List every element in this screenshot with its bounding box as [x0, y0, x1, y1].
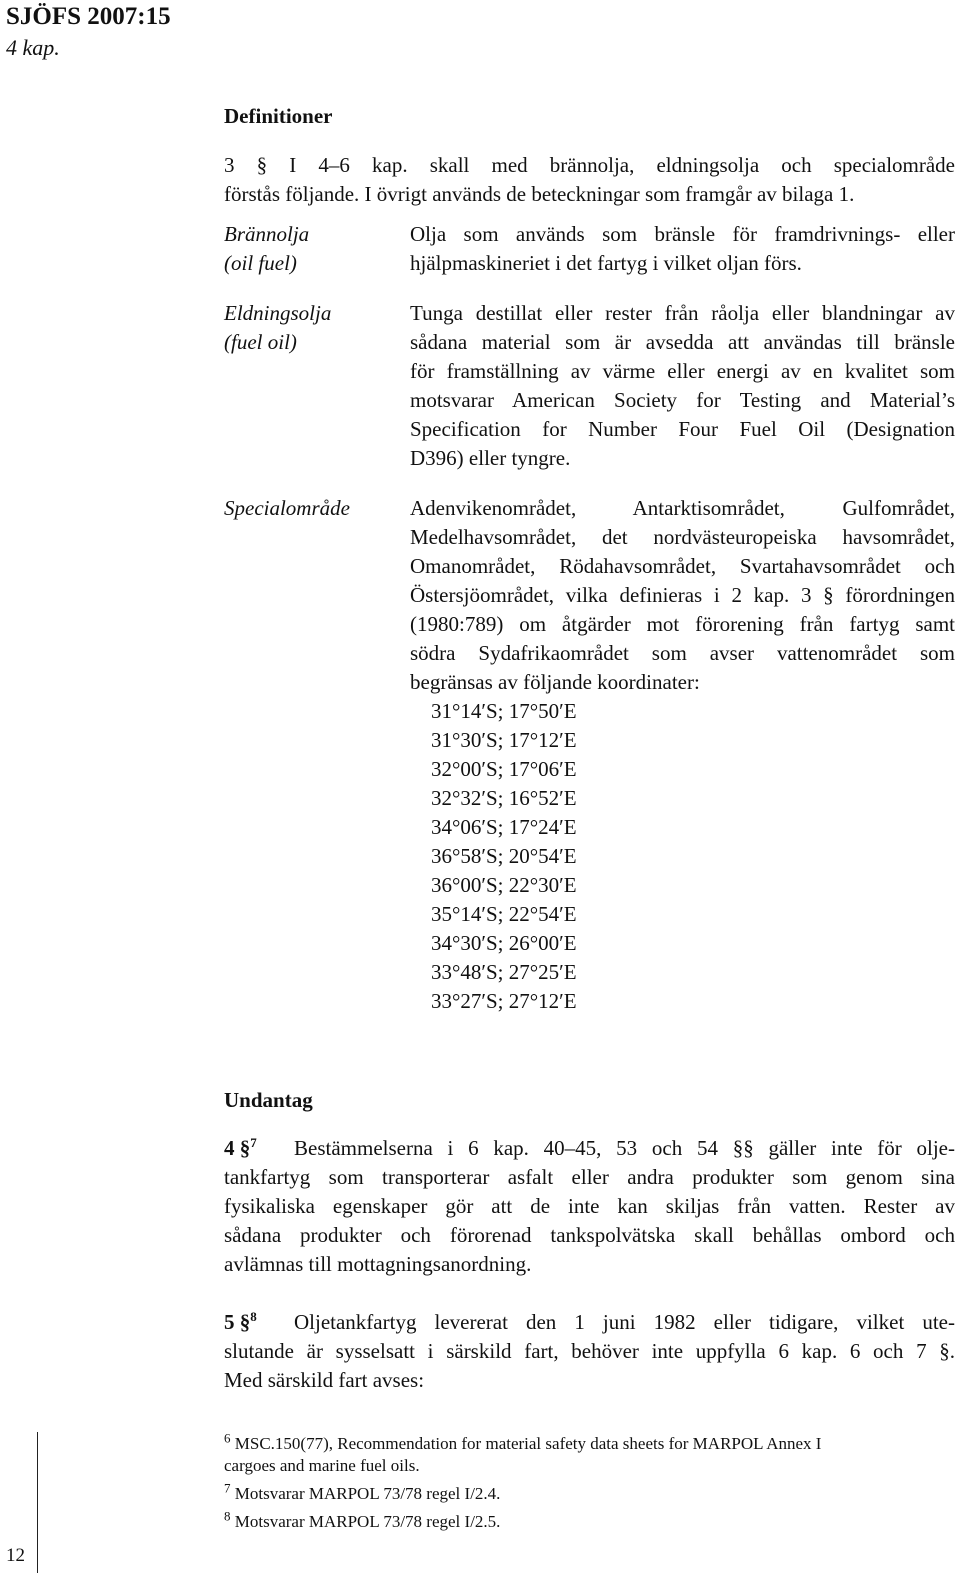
definition-line: Olja som används som bränsle för framdrivnings- eller [410, 222, 955, 246]
section-number-text: 4 § [224, 1136, 251, 1160]
section-number-text: 5 § [224, 1310, 251, 1334]
definition-line: (1980:789) om åtgärder mot förorening från fartyg samt [410, 612, 955, 636]
term-name: Specialområde [224, 496, 350, 520]
paragraph-line: sådana produkter och förorenad tankspolvätska skall behållas ombord och [224, 1223, 955, 1247]
document-title: SJÖFS 2007:15 [6, 3, 171, 30]
footnote [224, 1480, 955, 1505]
paragraph-line: tankfartyg som transporterar asfalt eller andra produkter som genom sina [224, 1165, 955, 1189]
definition-line: södra Sydafrikaområdet som avser vattenområdet som [410, 641, 955, 665]
paragraph-line: Bestämmelserna i 6 kap. 40–45, 53 och 54 §§ gäller inte för olje- [294, 1136, 955, 1160]
term-english: (fuel oil) [224, 330, 297, 354]
term-english: (oil fuel) [224, 251, 297, 275]
section-heading-exceptions: Undantag [224, 1088, 313, 1112]
definition-line: hjälpmaskineriet i det fartyg i vilket oljan förs. [410, 251, 802, 275]
definition-line: D396) eller tyngre. [410, 446, 571, 470]
footnote-text: cargoes and marine fuel oils. [224, 1456, 420, 1475]
coordinate-item: 34°06′S; 17°24′E [431, 815, 577, 839]
footnote-number: 7 [224, 1480, 231, 1496]
footnote-text: Motsvarar MARPOL 73/78 regel I/2.5. [234, 1512, 501, 1531]
coordinate-item: 32°32′S; 16°52′E [431, 786, 577, 810]
coordinate-item: 31°30′S; 17°12′E [431, 728, 577, 752]
definitions-intro [224, 151, 955, 209]
term-definition [410, 494, 955, 697]
coordinate-item: 31°14′S; 17°50′E [431, 699, 577, 723]
coordinate-list [431, 697, 577, 1016]
term-definition [410, 220, 955, 278]
paragraph-5 [224, 1308, 955, 1395]
margin-rule [37, 1432, 38, 1573]
paragraph-line: fysikaliska egenskaper gör att de inte kan skiljas från vatten. Rester av [224, 1194, 955, 1218]
intro-line: förstås följande. I övrigt används de beteckningar som framgår av bilaga 1. [224, 182, 855, 206]
footnote-number: 8 [224, 1508, 231, 1524]
paragraph-line: Med särskild fart avses: [224, 1368, 425, 1392]
paragraph-line: slutande är sysselsatt i särskild fart, behöver inte uppfylla 6 kap. 6 och 7 §. [224, 1339, 955, 1363]
definition-line: Östersjöområdet, vilka definieras i 2 kap. 3 § förordningen [410, 583, 955, 607]
term-label [224, 494, 350, 523]
paragraph-line: avlämnas till mottagningsanordning. [224, 1252, 532, 1276]
definition-line: Tunga destillat eller rester från råolja eller blandningar av [410, 301, 955, 325]
term-label [224, 220, 309, 278]
section-number [224, 1308, 257, 1337]
definition-line: Omanområdet, Rödahavsområdet, Svartahavsområdet och [410, 554, 955, 578]
footnote [224, 1430, 955, 1477]
definition-line: Adenvikenområdet, Antarktisområdet, Gulfområdet, [410, 496, 955, 520]
coordinate-item: 34°30′S; 26°00′E [431, 931, 577, 955]
term-name: Brännolja [224, 222, 310, 246]
footnote-number: 6 [224, 1430, 231, 1446]
definition-line: för framställning av värme eller energi av en kvalitet som [410, 359, 955, 383]
intro-line: 3 § I 4–6 kap. skall med brännolja, eldningsolja och specialområde [224, 153, 955, 177]
chapter-label: 4 kap. [6, 35, 60, 60]
definition-line: Medelhavsområdet, det nordvästeuropeiska havsområdet, [410, 525, 955, 549]
page-number: 12 [6, 1545, 25, 1566]
footnote-text: MSC.150(77), Recommendation for material safety data sheets for MARPOL Annex I [234, 1434, 822, 1453]
term-label [224, 299, 331, 357]
coordinate-item: 36°00′S; 22°30′E [431, 873, 577, 897]
footnote-text: Motsvarar MARPOL 73/78 regel I/2.4. [234, 1484, 501, 1503]
definition-line: sådana material som är avsedda att användas till bränsle [410, 330, 955, 354]
term-definition [410, 299, 955, 473]
coordinate-item: 32°00′S; 17°06′E [431, 757, 577, 781]
footnote-ref: 7 [250, 1135, 257, 1150]
footnote-ref: 8 [250, 1309, 257, 1324]
coordinate-item: 36°58′S; 20°54′E [431, 844, 577, 868]
term-name: Eldningsolja [224, 301, 332, 325]
definition-line: Specification for Number Four Fuel Oil (Designation [410, 417, 955, 441]
definition-line: begränsas av följande koordinater: [410, 670, 700, 694]
coordinate-item: 33°27′S; 27°12′E [431, 989, 577, 1013]
paragraph-4 [224, 1134, 955, 1279]
definition-line: motsvarar American Society for Testing and Material’s [410, 388, 955, 412]
coordinate-item: 33°48′S; 27°25′E [431, 960, 577, 984]
footnotes [224, 1430, 955, 1533]
footnote [224, 1508, 955, 1533]
section-number [224, 1134, 257, 1163]
section-heading-definitions: Definitioner [224, 104, 333, 128]
paragraph-line: Oljetankfartyg levererat den 1 juni 1982 eller tidigare, vilket ute- [294, 1310, 955, 1334]
coordinate-item: 35°14′S; 22°54′E [431, 902, 577, 926]
